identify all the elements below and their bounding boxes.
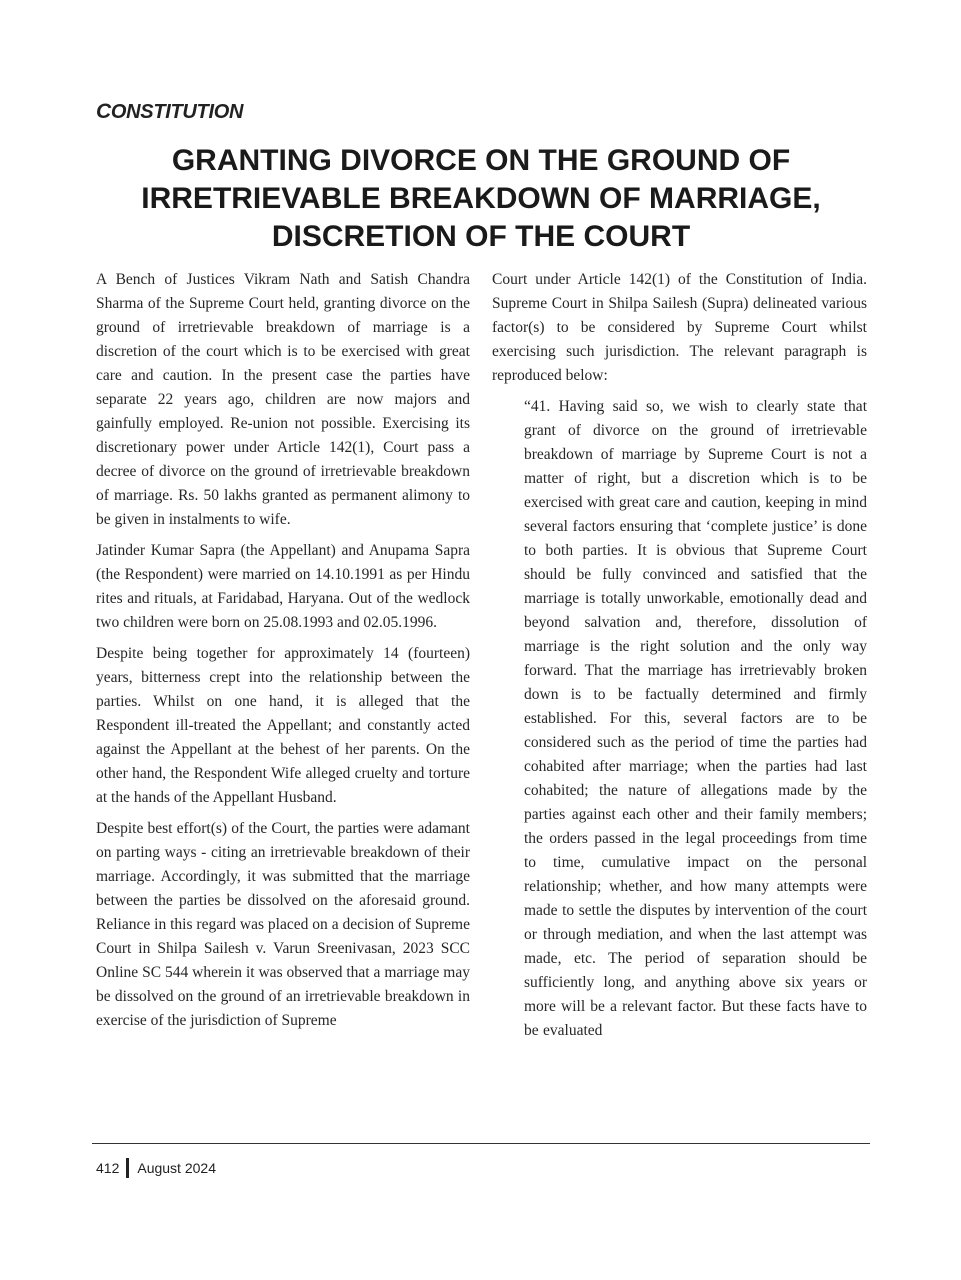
article-title [96, 142, 866, 256]
paragraph-1: A Bench of Justices Vikram Nath and Satish Chandra Sharma of the Supreme Court held, granting divorce on the ground of irretrievable breakdown of marriage is a discretion of the court which is to be exercised with great care and caution. In the present case the parties have separate 22 years ago, children are now majors and gainfully employed. Re-union not possible. Exercising its discretionary power under Article 142(1), Court pass a decree of divorce on the ground of irretrievable breakdown of marriage. Rs. 50 lakhs granted as permanent alimony to be given in instalments to wife. [96, 271, 470, 528]
title-line-1: GRANTING DIVORCE ON THE GROUND OF [171, 144, 791, 177]
page-footer [96, 1158, 216, 1178]
paragraph-3: Despite being together for approximately 14 (fourteen) years, bitterness crept into the relationship between the parties. Whilst on one hand, it is alleged that the Respondent ill-treated the Appellant; and constantly acted against the Appellant at the behest of her parents. On the other hand, the Respondent Wife alleged cruelty and torture at the hands of the Appellant Husband. [96, 645, 470, 806]
page-number: 412 [96, 1160, 120, 1176]
paragraph-intro: Court under Article 142(1) of the Constitution of India. Supreme Court in Shilpa Sailesh (Supra) delineated various factor(s) to be considered by Supreme Court whilst exercising such jurisdiction. The relevant paragraph is reproduced below: [492, 271, 867, 384]
block-quote: “41. Having said so, we wish to clearly state that grant of divorce on the ground of irretrievable breakdown of marriage by Supreme Court is not a matter of right, but a discretion which is to be exercised with great care and caution, keeping in mind several factors ensuring that ‘complete justice’ is done to both parties. It is obvious that Supreme Court should be fully convinced and satisfied that the marriage is totally unworkable, emotionally dead and beyond salvation and, therefore, dissolution of marriage is the right solution and the only way forward. That the marriage has irretrievably broken down is to be factually determined and firmly established. For this, several factors are to be considered such as the period of time the parties had cohabited after marriage; when the parties had last cohabited; the nature of allegations made by the parties against each other and their family members; the orders passed in the legal proceedings from time to time, cumulative impact on the personal relationship; whether, and how many attempts were made to settle the disputes by intervention of the court or through mediation, and when the last attempt was made, etc. The period of separation should be sufficiently long, and anything above six years or more will be a relevant factor. But these facts have to be evaluated [524, 398, 867, 1039]
footer-divider [126, 1158, 129, 1178]
paragraph-2: Jatinder Kumar Sapra (the Appellant) and Anupama Sapra (the Respondent) were married on 14.10.1991 as per Hindu rites and rituals, at Faridabad, Haryana. Out of the wedlock two children were born on 25.08.1993 and 02.05.1996. [96, 542, 470, 631]
title-line-3: DISCRETION OF THE COURT [271, 220, 691, 253]
footer-rule [92, 1143, 870, 1144]
paragraph-4: Despite best effort(s) of the Court, the parties were adamant on parting ways - citing an irretrievable breakdown of their marriage. Accordingly, it was submitted that the marriage between the parties be dissolved on the aforesaid ground. Reliance in this regard was placed on a decision of Supreme Court in Shilpa Sailesh v. Varun Sreenivasan, 2023 SCC Online SC 544 wherein it was observed that a marriage may be dissolved on the ground of an irretrievable breakdown in exercise of the jurisdiction of Supreme [96, 820, 470, 1029]
issue-date: August 2024 [137, 1160, 216, 1176]
left-column [96, 268, 470, 1040]
title-line-2: IRRETRIEVABLE BREAKDOWN OF MARRIAGE, [141, 182, 821, 215]
section-label: CONSTITUTION [96, 100, 244, 123]
right-column [492, 268, 867, 1050]
